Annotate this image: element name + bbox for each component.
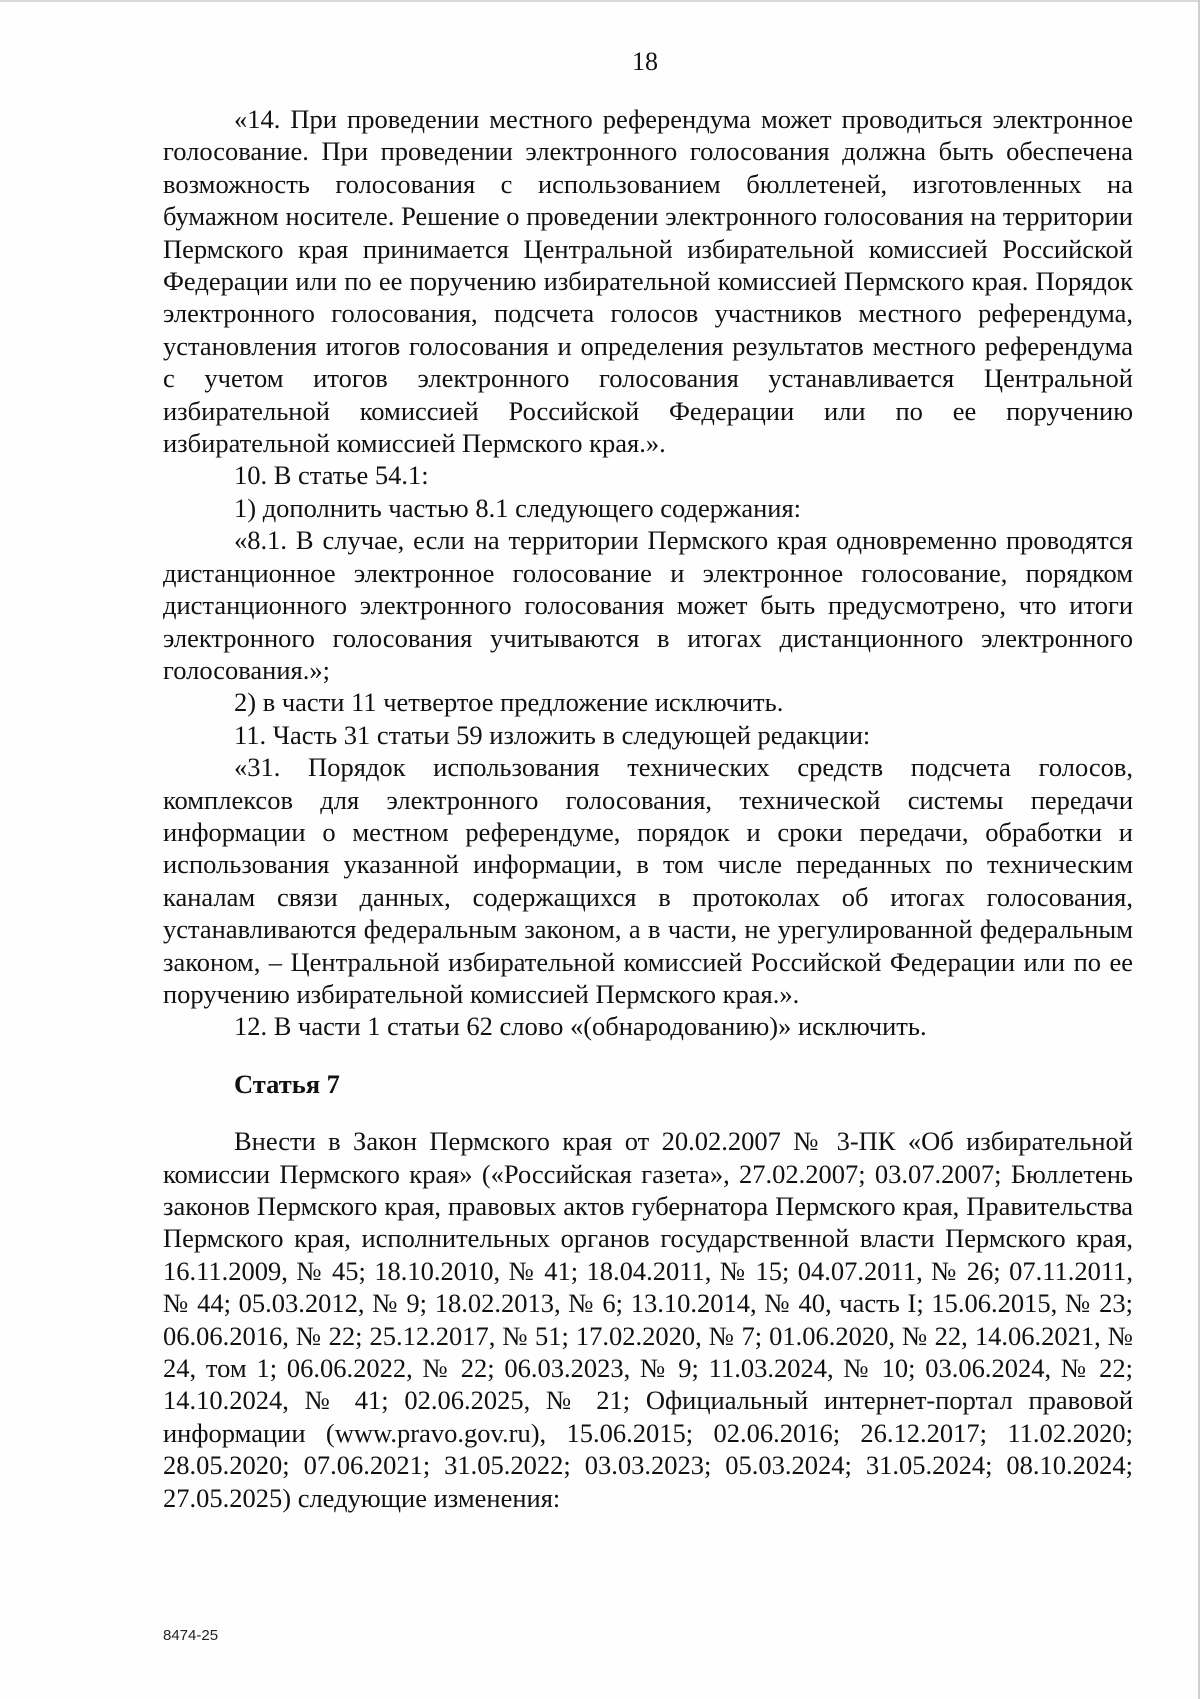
paragraph-8-1-text: «8.1. В случае, если на территории Пермского края одновременно проводятся дистанционное электронное голосование и электронное голосование, порядком дистанционного электронного голосования может быть предусмотрено, что итоги электронного голосования учитываются в итогах дистанционного электронного голосования.»; [163, 525, 1133, 685]
article-7-heading: Статья 7 [234, 1068, 340, 1099]
paragraph-12-article-62: 12. В части 1 статьи 62 слово «(обнародованию)» исключить. [234, 1011, 927, 1042]
paragraph-11-article-59: 11. Часть 31 статьи 59 изложить в следующей редакции: [234, 719, 871, 750]
article-7-text: Внести в Закон Пермского края от 20.02.2007 № 3-ПК «Об избирательной комиссии Пермского края» («Российская газета», 27.02.2007; 03.07.2007; Бюллетень законов Пермского края, правовых актов губернатора Пермского края, Правительства Пермского края, исполнительных органов государственной власти Пермского края, 16.11.2009, № 45; 18.10.2010, № 41; 18.04.2011, № 15; 04.07.2011, № 26; 07.11.2011, № 44; 05.03.2012, № 9; 18.02.2013, № 6; 13.10.2014, № 40, часть I; 15.06.2015, № 23; 06.06.2016, № 22; 25.12.2017, № 51; 17.02.2020, № 7; 01.06.2020, № 22, 14.06.2021, № 24, том 1; 06.06.2022, № 22; 06.03.2023, № 9; 11.03.2024, № 10; 03.06.2024, № 22; 14.10.2024, № 41; 02.06.2025, № 21; Официальный интернет-портал правовой информации (www.pravo.gov.ru), 15.06.2015; 02.06.2016; 26.12.2017; 11.02.2020; 28.05.2020; 07.06.2021; 31.05.2022; 03.03.2023; 05.03.2024; 31.05.2024; 08.10.2024; 27.05.2025) следующие изменения: [163, 1126, 1133, 1513]
paragraph-14-electronic-voting: «14. При проведении местного референдума может проводиться электронное голосование. При проведении электронного голосования должна быть обеспечена возможность голосования с использованием бюллетеней, изготовленных на бумажном носителе. Решение о проведении электронного голосования на территории Пермского края принимается Центральной избирательной комиссией Российской Федерации или по ее поручению избирательной комиссией Пермского края. Порядок электронного голосования, подсчета голосов участников местного референдума, установления итогов голосования и определения результатов местного референдума с учетом итогов электронного голосования устанавливается Центральной избирательной комиссией Российской Федерации или по ее поручению избирательной комиссией Пермского края.». [163, 104, 1133, 459]
paragraph-part-11-exclude: 2) в части 11 четвертое предложение исключить. [234, 687, 784, 718]
document-code: 8474-25 [163, 1627, 219, 1644]
paragraph-31-text: «31. Порядок использования технических средств подсчета голосов, комплексов для электронного голосования, технической системы передачи информации о местном референдуме, порядок и сроки передачи, обработки и использования указанной информации, в том числе переданных по техническим каналам связи данных, содержащихся в протоколах об итогах голосования, устанавливаются федеральным законом, а в части, не урегулированной федеральным законом, – Центральной избирательной комиссией Российской Федерации или по ее поручению избирательной комиссией Пермского края.». [163, 752, 1133, 1009]
paragraph-add-part-8-1: 1) дополнить частью 8.1 следующего содержания: [234, 492, 801, 523]
paragraph-10-article-54-1: 10. В статье 54.1: [234, 460, 429, 491]
document-body [163, 103, 1133, 1514]
page-number: 18 [632, 47, 658, 76]
page-top-edge [0, 0, 1200, 2]
